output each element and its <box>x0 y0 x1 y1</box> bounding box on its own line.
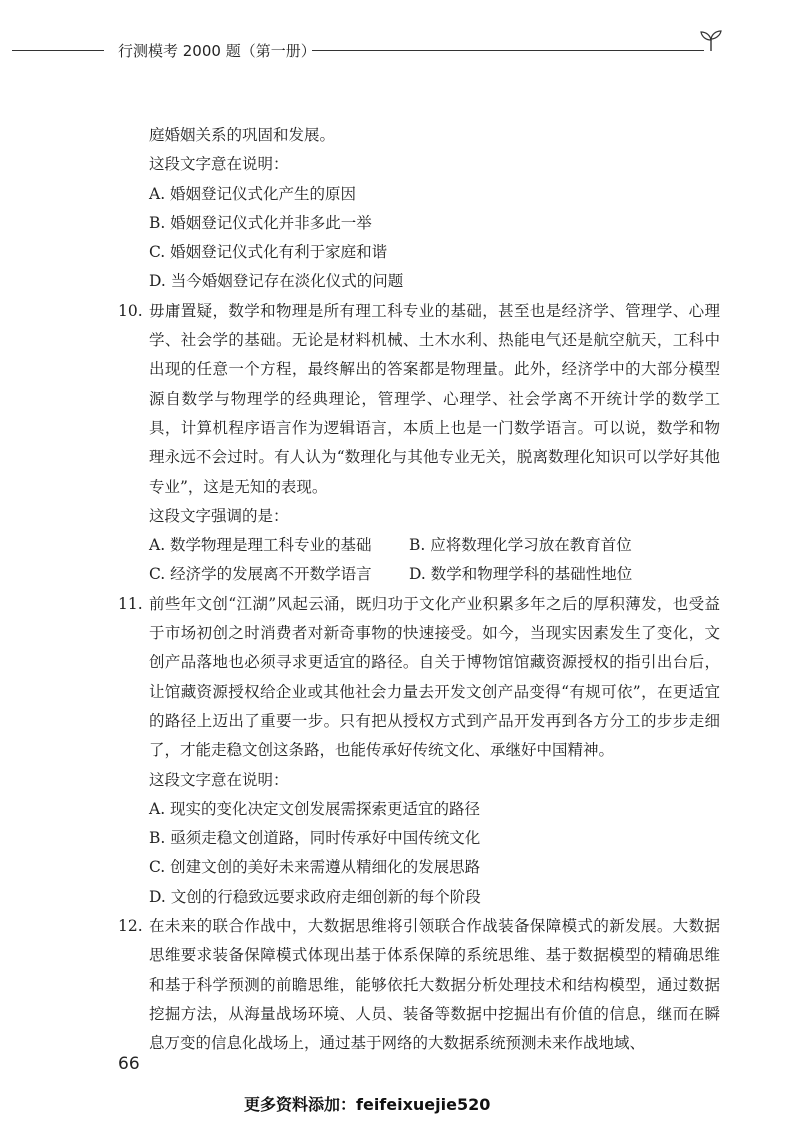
question-10-options-row-1 <box>120 531 720 560</box>
question-10-stem: 这段文字强调的是： <box>149 506 289 525</box>
prev-option-d: D. 当今婚姻登记存在淡化仪式的问题 <box>149 272 404 291</box>
option-c: C. 经济学的发展离不开数学语言 <box>149 565 372 584</box>
header-rule-left <box>12 50 104 51</box>
running-header <box>12 38 722 62</box>
option-c: C. 创建文创的美好未来需遵从精细化的发展思路 <box>149 858 481 877</box>
header-title: 行测模考 2000 题（第一册） <box>118 42 316 60</box>
footer-note: 更多资料添加：feifeixuejie520 <box>244 1095 491 1114</box>
option-b: B. 应将数理化学习放在教育首位 <box>409 536 632 555</box>
prev-option-b: B. 婚姻登记仪式化并非多此一举 <box>149 213 372 232</box>
question-number: 12. <box>118 917 143 936</box>
page-body <box>120 121 720 1059</box>
option-a: A. 现实的变化决定文创发展需探索更适宜的路径 <box>149 799 481 818</box>
question-11-stem: 这段文字意在说明： <box>149 770 289 789</box>
option-d: D. 数学和物理学科的基础性地位 <box>409 565 633 584</box>
option-b: B. 亟须走稳文创道路，同时传承好中国传统文化 <box>149 829 481 848</box>
page-number: 66 <box>118 1054 140 1074</box>
prev-question-tail: 庭婚姻关系的巩固和发展。 <box>149 126 336 144</box>
question-number: 11. <box>118 594 143 613</box>
question-10 <box>120 297 720 502</box>
question-text: 毋庸置疑，数学和物理是所有理工科专业的基础，甚至也是经济学、管理学、心理学、社会学的基础。无论是材料机械、土木水利、热能电气还是航空航天，工科中出现的任意一个方程，最终解出的答案都是物理量。此外，经济学中的大部分模型源自数学与物理学的经典理论，管理学、心理学、社会学离不开统计学的数学工具，计算机程序语言作为逻辑语言，本质上也是一门数学语言。可以说，数学和物理永远不会过时。有人认为“数理化与其他专业无关，脱离数理化知识可以学好其他专业”，这是无知的表现。 <box>149 301 720 496</box>
question-12 <box>120 912 720 1058</box>
prev-question-stem: 这段文字意在说明： <box>149 155 289 174</box>
option-a: A. 数学物理是理工科专业的基础 <box>149 536 372 555</box>
prev-option-a: A. 婚姻登记仪式化产生的原因 <box>149 184 357 203</box>
header-rule-right <box>312 50 704 51</box>
question-11 <box>120 590 720 766</box>
question-text: 在未来的联合作战中，大数据思维将引领联合作战装备保障模式的新发展。大数据思维要求装备保障模式体现出基于体系保障的系统思维、基于数据模型的精确思维和基于科学预测的前瞻思维，能够依托大数据分析处理技术和结构模型，通过数据挖掘方法，从海量战场环境、人员、装备等数据中挖掘出有价值的信息，继而在瞬息万变的信息化战场上，通过基于网络的大数据系统预测未来作战地域、 <box>149 917 720 1053</box>
question-10-options-row-2 <box>120 560 720 589</box>
question-number: 10. <box>118 301 143 320</box>
question-text: 前些年文创“江湖”风起云涌，既归功于文化产业积累多年之后的厚积薄发，也受益于市场初创之时消费者对新奇事物的快速接受。如今，当现实因素发生了变化，文创产品落地也必须寻求更适宜的路径。自关于博物馆馆藏资源授权的指引出台后，让馆藏资源授权给企业或其他社会力量去开发文创产品变得“有规可依”，在更适宜的路径上迈出了重要一步。只有把从授权方式到产品开发再到各方分工的步步走细了，才能走稳文创这条路，也能传承好传统文化、承继好中国精神。 <box>149 594 720 760</box>
sprout-icon <box>698 30 724 52</box>
prev-option-c: C. 婚姻登记仪式化有利于家庭和谐 <box>149 243 388 262</box>
option-d: D. 文创的行稳致远要求政府走细创新的每个阶段 <box>149 887 481 906</box>
